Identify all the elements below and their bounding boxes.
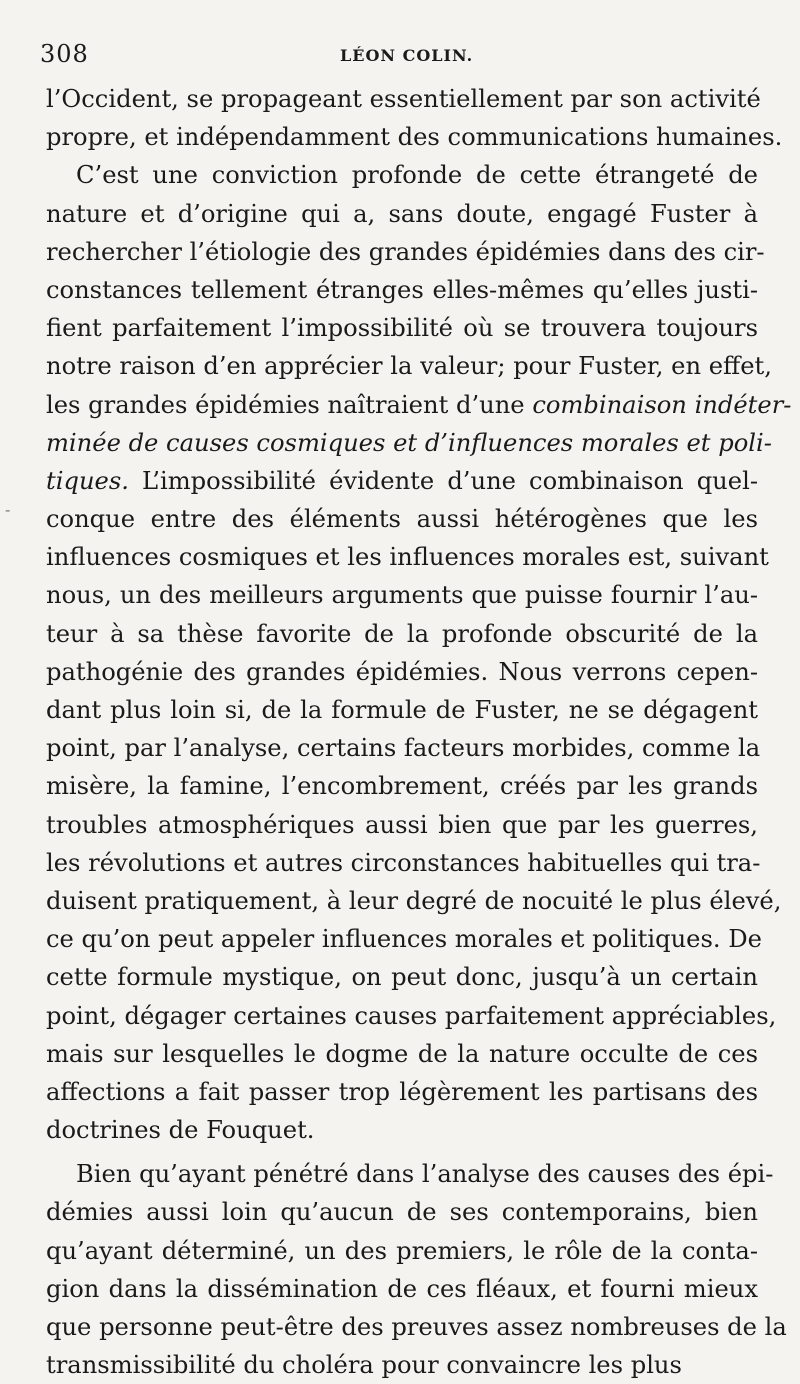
text-line: minée de causes cosmiques et d’influences morales et poli- — [46, 428, 772, 457]
text-line — [46, 462, 758, 500]
text-line: duisent pratiquement, à leur degré de nocuité le plus élevé, — [46, 886, 782, 915]
body-text — [46, 80, 792, 1384]
text-line: teur à sa thèse favorite de la profonde obscurité de la — [46, 619, 758, 648]
text-span: L’impossibilité évidente d’une combinaison quel- — [142, 466, 758, 495]
text-line: pathogénie des grandes épidémies. Nous verrons cepen- — [46, 657, 758, 686]
text-line: gion dans la dissémination de ces fléaux, et fourni mieux — [46, 1274, 758, 1303]
margin-mark: - — [5, 500, 11, 519]
text-line: nous, un des meilleurs arguments que puisse fournir l’au- — [46, 581, 758, 610]
text-line: nature et d’origine qui a, sans doute, engagé Fuster à — [46, 199, 758, 228]
paragraph — [46, 1155, 787, 1384]
text-line: conque entre des éléments aussi hétérogènes que les — [46, 505, 758, 534]
text-line: que personne peut-être des preuves assez nombreuses de la — [46, 1313, 787, 1341]
text-line: constances tellement étranges elles-mêmes qu’elles justi- — [46, 275, 758, 304]
text-line: l’Occident, se propageant essentiellement par son activité — [46, 85, 761, 113]
text-line: point, par l’analyse, certains facteurs morbides, comme la — [46, 734, 761, 763]
text-line: démies aussi loin qu’aucun de ses contemporains, bien — [46, 1198, 758, 1227]
running-title: LÉON COLIN. — [340, 46, 474, 65]
page-header — [40, 40, 760, 76]
text-line: C’est une conviction profonde de cette étrangeté de — [76, 161, 758, 190]
text-line: point, dégager certaines causes parfaitement appréciables, — [46, 1001, 777, 1030]
italic-span: tiques. — [46, 466, 129, 495]
text-span: les grandes épidémies naîtraient d’une — [46, 390, 525, 419]
text-line: dant plus loin si, de la formule de Fuster, ne se dégagent — [46, 696, 758, 724]
text-line: fient parfaitement l’impossibilité où se trouvera toujours — [46, 314, 758, 343]
text-line: qu’ayant déterminé, un des premiers, le rôle de la conta- — [46, 1236, 758, 1265]
text-line: cette formule mystique, on peut donc, jusqu’à un certain — [46, 963, 758, 992]
text-line: influences cosmiques et les influences morales est, suivant — [46, 543, 769, 572]
text-line: les révolutions et autres circonstances habituelles qui tra- — [46, 848, 761, 877]
italic-span: combinaison indéter- — [532, 390, 792, 419]
text-line: rechercher l’étiologie des grandes épidémies dans des cir- — [46, 237, 765, 266]
text-line: Bien qu’ayant pénétré dans l’analyse des causes des épi- — [76, 1160, 774, 1189]
paragraph — [46, 80, 783, 156]
text-line: troubles atmosphériques aussi bien que par les guerres, — [46, 810, 758, 839]
text-line: transmissibilité du choléra pour convaincre les plus — [46, 1351, 682, 1380]
text-line: misère, la famine, l’encombrement, créés par les grands — [46, 772, 758, 801]
page-number: 308 — [40, 40, 89, 68]
text-line: ce qu’on peut appeler influences morales et politiques. De — [46, 925, 762, 954]
text-line — [46, 386, 792, 424]
text-line: propre, et indépendamment des communications humaines. — [46, 123, 783, 152]
paragraph — [46, 156, 792, 1149]
text-line: notre raison d’en apprécier la valeur; pour Fuster, en effet, — [46, 352, 772, 381]
text-line: mais sur lesquelles le dogme de la nature occulte de ces — [46, 1039, 758, 1068]
text-line: affections a fait passer trop légèrement les partisans des — [46, 1077, 758, 1106]
text-line: doctrines de Fouquet. — [46, 1116, 315, 1145]
